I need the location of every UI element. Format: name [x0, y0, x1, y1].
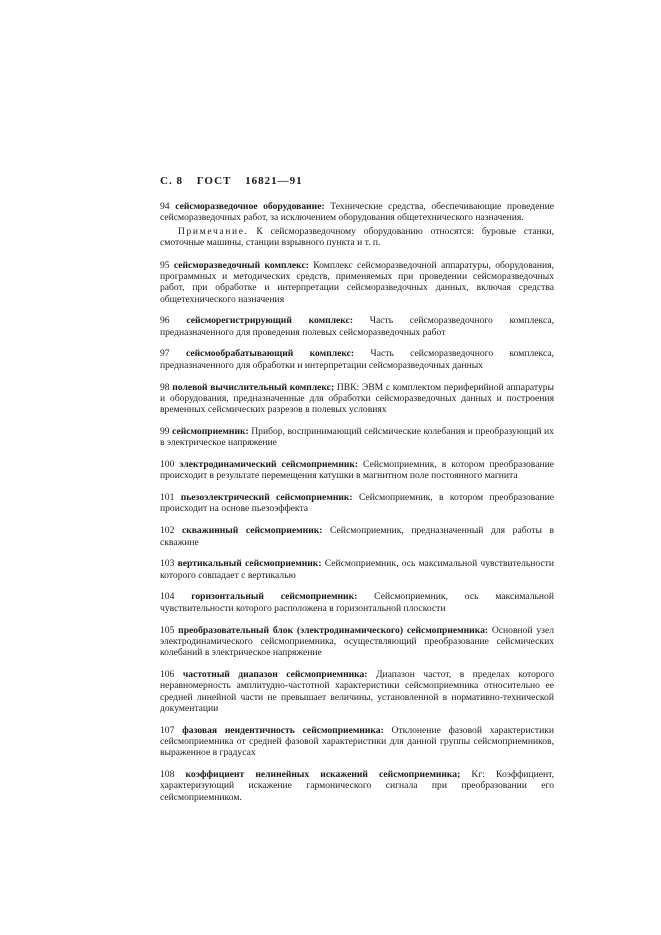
glossary-entry-99	[160, 426, 554, 449]
glossary-entry-107	[160, 725, 554, 759]
entry-number: 97	[160, 348, 170, 360]
page-number: С. 8	[160, 175, 183, 187]
entry-term: сейсморегистрирующий комплекс:	[186, 315, 354, 327]
entry-definition: Сейсмоприемник, в котором преобразование происходит в результате перемещения катушки в магнитном поле постоянного магнита	[160, 459, 554, 482]
entry-definition: Диапазон частот, в пределах которого неравномерность амплитудно-частотной характеристики сейсмоприемника относительно ее средней линейной части не превышает величины, установленной в нормативно-технической документации	[160, 668, 554, 714]
entry-definition: Сейсмоприемник, ось максимальной чувствительности которого расположена в горизонтальной плоскости	[160, 591, 554, 614]
entry-number: 104	[160, 591, 175, 603]
entry-term: сейсмоприемник:	[172, 425, 249, 437]
entry-term: сейсморазведочный комплекс:	[173, 259, 309, 271]
entry-definition: Сейсмоприемник, в котором преобразование происходит на основе пьезоэффекта	[160, 492, 554, 515]
entry-number: 98	[160, 381, 170, 393]
glossary-entry-95	[160, 260, 554, 305]
glossary-entry-106	[160, 669, 554, 714]
entry-term: сейсмообрабатывающий комплекс:	[185, 348, 355, 360]
entry-number: 103	[160, 558, 175, 570]
entry-term: пьезоэлектрический сейсмоприемник:	[180, 492, 353, 504]
entry-number: 106	[160, 668, 175, 680]
glossary-entry-98	[160, 382, 554, 416]
entry-term: полевой вычислительный комплекс;	[172, 381, 335, 393]
entry-term: преобразовательный блок (электродинамического) сейсмоприемника:	[178, 624, 489, 636]
entry-definition: Kг: Коэффициент, характеризующий искажение гармонического сигнала при преобразовании его сейсмоприемником.	[160, 768, 554, 803]
entry-definition: ПВК: ЭВМ с комплектом периферийной аппаратуры и оборудования, предназначенные для обработки сейсморазведочных данных и построения временных сейсмических разрезов в полевых условиях	[160, 381, 554, 416]
entry-term: скважинный сейсмоприемник:	[181, 525, 323, 537]
entry-number: 94	[160, 201, 170, 212]
glossary-entry-104	[160, 591, 554, 614]
entry-term: электродинамический сейсмоприемник:	[179, 459, 359, 471]
entry-number: 102	[160, 525, 175, 537]
standard-label: ГОСТ	[196, 175, 232, 187]
entry-number: 101	[160, 492, 175, 504]
glossary-entry-102	[160, 525, 554, 548]
note	[160, 226, 554, 249]
glossary-entry-108	[160, 769, 554, 803]
entry-definition: Комплекс сейсморазведочной аппаратуры, оборудования, программных и методических средств, применяемых при проведении сейсморазведочных работ, при обработке и интерпретации сейсморазведочных данных, включая средства общетехнического назначения	[160, 259, 554, 305]
entry-definition: Основной узел электродинамического сейсмоприемника, осуществляющий преобразование сейсмических колебаний в электрическое напряжение	[160, 624, 554, 659]
entry-number: 105	[160, 624, 175, 636]
entry-definition: Сейсмоприемник, ось максимальной чувствительности которого совпадает с вертикалью	[160, 558, 554, 581]
standard-number: 16821—91	[245, 175, 303, 187]
entry-definition: Часть сейсморазведочного комплекса, предназначенного для обработки и интерпретации сейсморазведочных данных	[160, 348, 554, 371]
page-header	[160, 175, 313, 187]
glossary-entry-94	[160, 201, 554, 224]
entry-term: вертикальный сейсмоприемник:	[177, 558, 322, 570]
entry-number: 96	[160, 315, 170, 327]
entry-definition: Технические средства, обеспечивающие проведение сейсморазведочных работ, за исключением оборудования общетехнического назначения.	[160, 201, 554, 224]
glossary-entry-96	[160, 315, 554, 338]
glossary-entry-103	[160, 558, 554, 581]
glossary-entry-101	[160, 492, 554, 515]
glossary-entry-97	[160, 348, 554, 371]
entry-term: сейсморазведочное оборудование:	[175, 201, 325, 212]
entry-term: коэффициент нелинейных искажений сейсмоприемника;	[185, 768, 461, 780]
entry-definition: Часть сейсморазведочного комплекса, предназначенного для проведения полевых сейсморазведочных работ	[160, 315, 554, 338]
entry-number: 100	[160, 459, 175, 471]
note-text: К сейсморазведочному оборудованию относятся: буровые станки, смоточные машины, станции взрывного пункта и т. п.	[160, 226, 554, 249]
entry-definition: Сейсмоприемник, предназначенный для работы в скважине	[160, 525, 554, 548]
glossary-entry-105	[160, 625, 554, 659]
entry-number: 108	[160, 768, 175, 780]
entry-number: 107	[160, 724, 175, 736]
note-label: Примечание.	[178, 226, 249, 238]
entry-term: частотный диапазон сейсмоприемника:	[182, 668, 368, 680]
entry-number: 95	[160, 259, 170, 271]
entry-term: фазовая неидентичность сейсмоприемника:	[182, 724, 384, 736]
entry-number: 99	[160, 425, 170, 437]
entry-term: горизонтальный сейсмоприемник:	[191, 591, 358, 603]
entry-definition: Прибор, воспринимающий сейсмические колебания и преобразующий их в электрическое напряжение	[160, 425, 554, 449]
entry-definition: Отклонение фазовой характеристики сейсмоприемника от средней фазовой характеристики для данной группы сейсмоприемников, выраженное в градусах	[160, 724, 554, 759]
glossary-body	[160, 201, 554, 813]
glossary-entry-100	[160, 459, 554, 482]
